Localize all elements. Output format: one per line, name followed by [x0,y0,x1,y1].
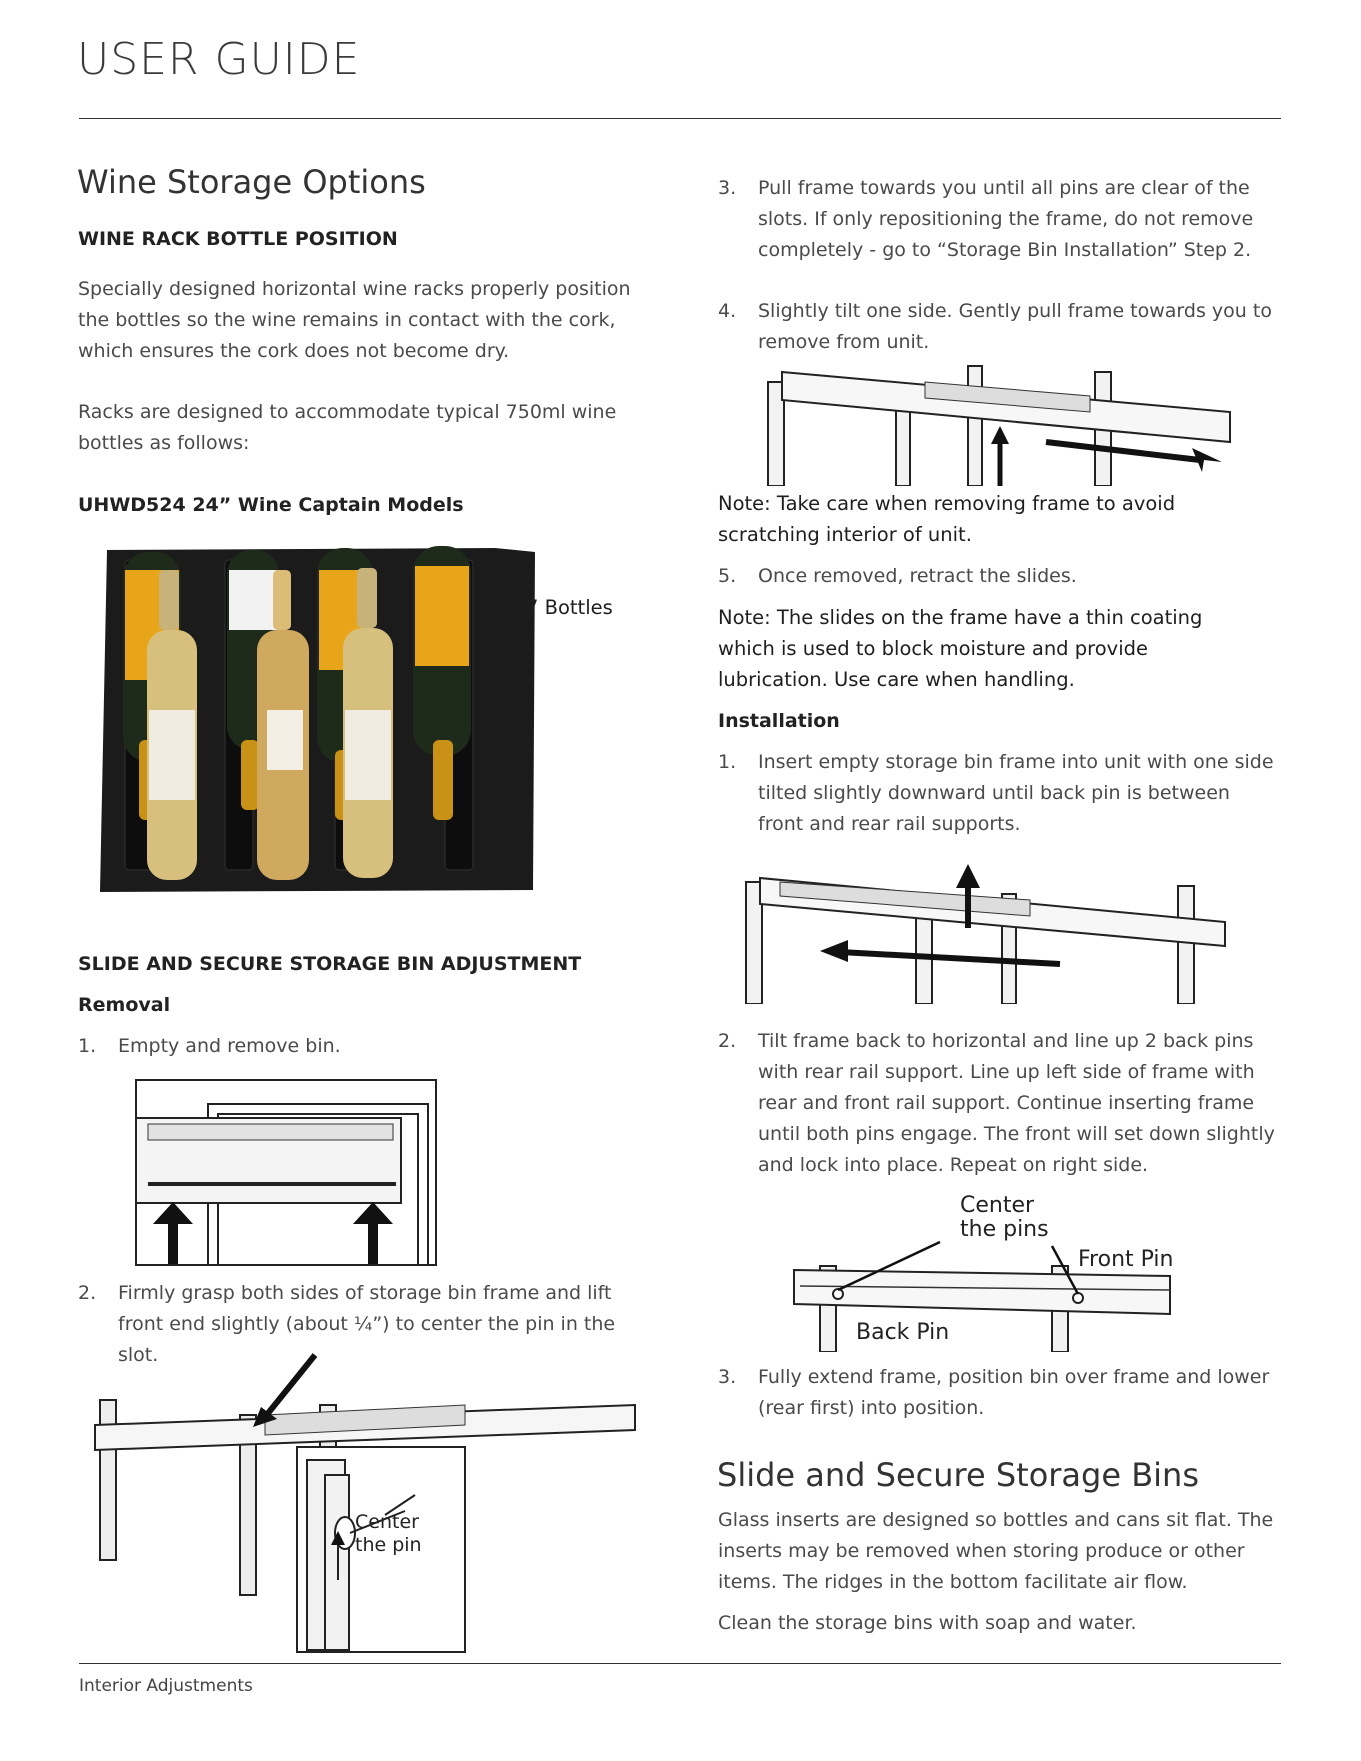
step-text: Insert empty storage bin frame into unit with one side tilted slightly downward until back pin is between front and rear rail supports. [758,751,1274,835]
step-text: Pull frame towards you until all pins are clear of the slots. If only repositioning the frame, do not remove completely - go to “Storage Bin Installation” Step 2. [758,177,1254,261]
wine-rack-image [95,540,540,905]
step-number: 1. [78,1035,97,1057]
install-step-1 [718,747,1278,840]
removal-step-5-list [718,561,1278,592]
install-steps-2 [718,1026,1278,1181]
page-header-title: USER GUIDE [77,34,361,85]
step-text: Empty and remove bin. [118,1035,341,1057]
footer-section-label: Interior Adjustments [79,1676,253,1696]
models-heading: UHWD524 24” Wine Captain Models [78,494,464,516]
note-slides-coating: Note: The slides on the frame have a thin coating which is used to block moisture and provide lubrication. Use care when handling. [718,606,1203,691]
callout-center-pin-line1: Center [355,1511,419,1533]
bins-paragraph-1: Glass inserts are designed so bottles and cans sit flat. The inserts may be removed when storing produce or other items. The ridges in the bottom facilitate air flow. [718,1509,1274,1593]
removal-heading: Removal [78,994,171,1016]
step-number: 5. [718,565,737,587]
callout-center-pins-line2: the pins [960,1217,1049,1242]
callout-center-pins-line1: Center [960,1193,1035,1218]
installation-heading: Installation [718,710,840,732]
step-text: Once removed, retract the slides. [758,565,1077,587]
footer-divider [79,1663,1281,1664]
install-step-3 [718,1362,1278,1424]
step-number: 2. [718,1030,737,1052]
step-number: 3. [718,177,737,199]
install-step-2 [718,1026,1278,1181]
remove-bin-diagram [128,1074,438,1267]
callout-front-pin: Front Pin [1078,1247,1174,1272]
step-number: 4. [718,300,737,322]
step-text: Tilt frame back to horizontal and line up 2 back pins with rear rail support. Line up left side of frame with rear and front rail support. Continue inserting frame until both pins engage. The front will set down slightly and lock into place. Repeat on right side. [758,1030,1275,1176]
note-removal: Note: Take care when removing frame to avoid scratching interior of unit. [718,492,1176,546]
rack-paragraph-2: Racks are designed to accommodate typical 750ml wine bottles as follows: [78,401,617,454]
removal-steps-1 [78,1031,638,1062]
install-steps-1 [718,747,1278,840]
removal-step-4 [718,296,1278,358]
header-divider [79,118,1281,119]
center-pins-diagram [790,1186,1190,1352]
center-pin-diagram [85,1345,645,1655]
step-text: Fully extend frame, position bin over frame and lower (rear first) into position. [758,1366,1270,1419]
insert-frame-diagram [740,864,1240,1004]
slide-heading: SLIDE AND SECURE STORAGE BIN ADJUSTMENT [78,953,582,975]
install-steps-3 [718,1362,1278,1424]
callout-back-pin: Back Pin [856,1320,950,1345]
removal-step-3 [718,173,1278,266]
step-text: Slightly tilt one side. Gently pull frame towards you to remove from unit. [758,300,1272,353]
step-number: 2. [78,1282,97,1304]
rack-paragraph-1: Specially designed horizontal wine racks properly position the bottles so the wine remains in contact with the cork, which ensures the cork does not become dry. [78,278,631,362]
bottles-count-label: 7 Bottles [526,596,613,619]
step-number: 3. [718,1366,737,1388]
step-text: Firmly grasp both sides of storage bin frame and lift front end slightly (about ¼”) to center the pin in the slot. [118,1282,616,1366]
removal-steps-cont [718,173,1278,358]
step-number: 1. [718,751,737,773]
section-title: Wine Storage Options [77,163,426,201]
tilt-remove-frame-diagram [760,362,1240,486]
bins-section-title: Slide and Secure Storage Bins [717,1456,1199,1494]
rack-heading: WINE RACK BOTTLE POSITION [78,228,398,250]
removal-step-5 [718,561,1278,592]
callout-center-pin-line2: the pin [355,1534,422,1556]
removal-step-1 [78,1031,638,1062]
bins-paragraph-2: Clean the storage bins with soap and water. [718,1612,1137,1634]
